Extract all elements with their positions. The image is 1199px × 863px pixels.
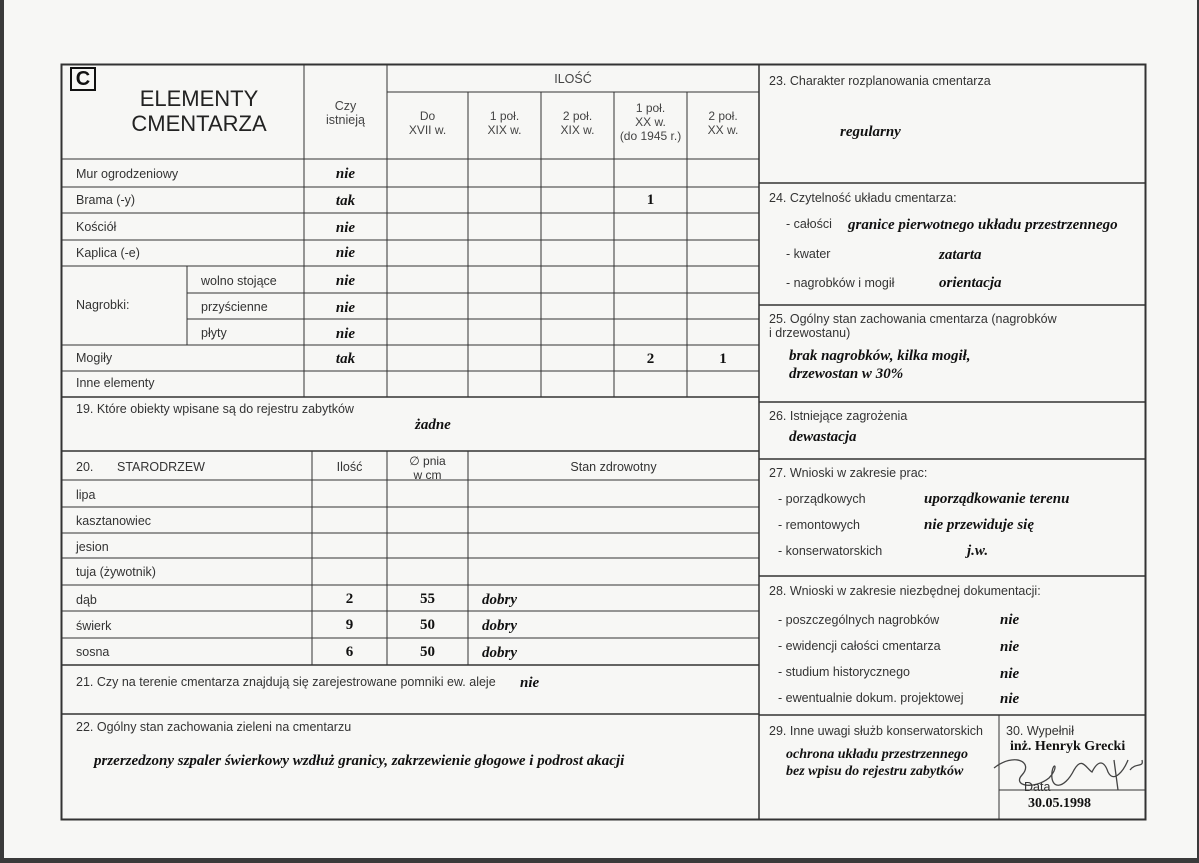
tree-name: tuja (żywotnik) bbox=[76, 565, 156, 579]
q28-row-value: nie bbox=[1000, 639, 1020, 655]
tree-name: lipa bbox=[76, 488, 96, 502]
period-header-2 bbox=[541, 110, 614, 138]
q27-row-value: j.w. bbox=[967, 543, 989, 559]
trees-header-health: Stan zdrowotny bbox=[570, 460, 657, 474]
tree-count: 9 bbox=[345, 617, 354, 633]
q28-row-label: - studium historycznego bbox=[778, 665, 911, 679]
tree-diameter: 50 bbox=[420, 617, 435, 633]
q30-date-label: Data bbox=[1024, 780, 1051, 794]
q19-value: żadne bbox=[415, 417, 451, 433]
trees-header-num: 20. bbox=[76, 460, 94, 474]
q21-value: nie bbox=[520, 675, 540, 691]
q27-row-label: - konserwatorskich bbox=[778, 544, 883, 558]
q30-date: 30.05.1998 bbox=[1028, 796, 1091, 811]
exists-header-line1: Czy bbox=[334, 99, 357, 113]
q24-row-label: - kwater bbox=[786, 247, 831, 261]
q27-row-label: - porządkowych bbox=[778, 492, 866, 506]
q28-row-value: nie bbox=[1000, 691, 1020, 707]
q25-value-line1: brak nagrobków, kilka mogił, bbox=[789, 348, 971, 364]
tree-health: dobry bbox=[482, 618, 517, 634]
period-header-line: 2 poł. bbox=[708, 109, 738, 123]
trees-header-diameter-line1: ∅ pnia bbox=[409, 454, 446, 468]
element-label: wolno stojące bbox=[201, 274, 277, 288]
section-letter-box: C bbox=[70, 67, 96, 91]
q27-label: 27. Wnioski w zakresie prac: bbox=[769, 466, 928, 480]
nagrobki-label: Nagrobki: bbox=[76, 298, 130, 312]
q28-row-label: - ewidencji całości cmentarza bbox=[778, 639, 941, 653]
q29-value-line1: ochrona układu przestrzennego bbox=[786, 747, 969, 762]
element-exists: nie bbox=[335, 220, 356, 236]
element-exists: tak bbox=[335, 193, 356, 209]
quantity-header: ILOŚĆ bbox=[554, 72, 592, 86]
element-exists: nie bbox=[335, 245, 356, 261]
q30-label: 30. Wypełnił bbox=[1006, 724, 1074, 738]
q25-value bbox=[789, 347, 971, 383]
q23-label: 23. Charakter rozplanowania cmentarza bbox=[769, 74, 991, 88]
q24-row-label: - nagrobków i mogił bbox=[786, 276, 895, 290]
element-label: Brama (-y) bbox=[76, 193, 136, 207]
period-header-1 bbox=[468, 110, 541, 138]
period-header-4 bbox=[687, 110, 759, 138]
period-header-line: (do 1945 r.) bbox=[619, 128, 682, 143]
element-label: przyścienne bbox=[201, 300, 268, 314]
q23-value: regularny bbox=[840, 124, 901, 140]
tree-name: dąb bbox=[76, 593, 97, 607]
tree-name: świerk bbox=[76, 619, 112, 633]
period-header-line: 2 poł. bbox=[562, 109, 593, 123]
element-exists: nie bbox=[335, 273, 356, 289]
period-header-line: XIX w. bbox=[560, 122, 595, 137]
element-count-2poł-xx: 1 bbox=[719, 351, 727, 367]
q28-row-label: - ewentualnie dokum. projektowej bbox=[778, 691, 964, 705]
element-label: Inne elementy bbox=[76, 376, 155, 390]
element-exists: nie bbox=[335, 166, 356, 182]
q24-row-value: orientacja bbox=[939, 275, 1002, 291]
element-label: płyty bbox=[201, 326, 227, 340]
q25-label-line1: 25. Ogólny stan zachowania cmentarza (nagrobków bbox=[769, 312, 1057, 326]
q28-label: 28. Wnioski w zakresie niezbędnej dokumentacji: bbox=[769, 584, 1041, 598]
document-page bbox=[4, 0, 1197, 858]
period-header-line: Do bbox=[419, 109, 436, 123]
element-count-1poł-xx: 2 bbox=[646, 351, 655, 367]
q29-label: 29. Inne uwagi służb konserwatorskich bbox=[769, 724, 984, 738]
q25-label bbox=[769, 312, 1057, 341]
q28-row-label: - poszczególnych nagrobków bbox=[778, 613, 940, 627]
q24-row-label: - całości bbox=[786, 217, 832, 231]
element-label: Kościół bbox=[76, 220, 117, 234]
period-header-line: 1 poł. bbox=[635, 101, 666, 115]
element-label: Kaplica (-e) bbox=[76, 246, 140, 260]
q24-label: 24. Czytelność układu cmentarza: bbox=[769, 191, 957, 205]
q30-name: inż. Henryk Grecki bbox=[1010, 739, 1126, 754]
q24-row-value: zatarta bbox=[939, 247, 982, 263]
elements-title-line1: ELEMENTY bbox=[139, 86, 259, 111]
q29-value-line2: bez wpisu do rejestru zabytków bbox=[786, 763, 964, 779]
q28-row-value: nie bbox=[1000, 612, 1020, 628]
tree-diameter: 55 bbox=[420, 591, 435, 607]
period-header-line: XVII w. bbox=[408, 122, 447, 137]
q24-row-value: granice pierwotnego układu przestrzennego bbox=[848, 217, 1118, 233]
period-header-0 bbox=[387, 110, 468, 138]
elements-title-line2: CMENTARZA bbox=[131, 111, 267, 137]
period-header-line: 1 poł. bbox=[489, 109, 520, 123]
element-label: Mogiły bbox=[76, 351, 113, 365]
exists-header bbox=[304, 99, 387, 128]
q27-row-value: uporządkowanie terenu bbox=[924, 491, 1070, 507]
q27-row-label: - remontowych bbox=[778, 518, 860, 532]
signature bbox=[994, 760, 1142, 790]
q25-value-line2: drzewostan w 30% bbox=[789, 366, 904, 382]
tree-name: jesion bbox=[76, 540, 109, 554]
element-exists: nie bbox=[335, 300, 356, 316]
element-exists: nie bbox=[335, 326, 356, 342]
trees-header-count: Ilość bbox=[336, 460, 363, 474]
trees-header-title: STARODRZEW bbox=[117, 460, 205, 474]
element-label: Mur ogrodzeniowy bbox=[76, 167, 179, 181]
element-count-1poł-xx: 1 bbox=[646, 192, 655, 208]
element-exists: tak bbox=[335, 351, 356, 367]
q26-label: 26. Istniejące zagrożenia bbox=[769, 409, 908, 423]
q22-value: przerzedzony szpaler świerkowy wzdłuż granicy, zakrzewienie głogowe i podrost akacji bbox=[94, 753, 625, 769]
tree-name: sosna bbox=[76, 645, 110, 659]
tree-name: kasztanowiec bbox=[76, 514, 152, 528]
tree-diameter: 50 bbox=[420, 644, 435, 660]
trees-header-diameter bbox=[387, 455, 468, 483]
trees-header-diameter-line2: w cm bbox=[413, 467, 442, 482]
q29-value bbox=[786, 747, 968, 781]
q26-value: dewastacja bbox=[789, 429, 857, 445]
q27-row-value: nie przewiduje się bbox=[924, 517, 1035, 533]
elements-title bbox=[114, 86, 284, 137]
tree-count: 6 bbox=[345, 644, 354, 660]
period-header-3 bbox=[614, 102, 687, 143]
q25-label-line2: i drzewostanu) bbox=[769, 326, 851, 341]
period-header-line: XX w. bbox=[635, 114, 666, 129]
tree-health: dobry bbox=[482, 645, 517, 661]
q28-row-value: nie bbox=[1000, 666, 1020, 682]
tree-health: dobry bbox=[482, 592, 517, 608]
q21-label: 21. Czy na terenie cmentarza znajdują się zarejestrowane pomniki ew. aleje bbox=[76, 675, 496, 689]
q22-label: 22. Ogólny stan zachowania zieleni na cmentarzu bbox=[76, 720, 352, 734]
period-header-line: XX w. bbox=[707, 122, 739, 137]
period-header-line: XIX w. bbox=[487, 122, 522, 137]
exists-header-line2: istnieją bbox=[326, 113, 365, 128]
tree-count: 2 bbox=[345, 591, 354, 607]
q19-label: 19. Które obiekty wpisane są do rejestru zabytków bbox=[76, 402, 354, 416]
